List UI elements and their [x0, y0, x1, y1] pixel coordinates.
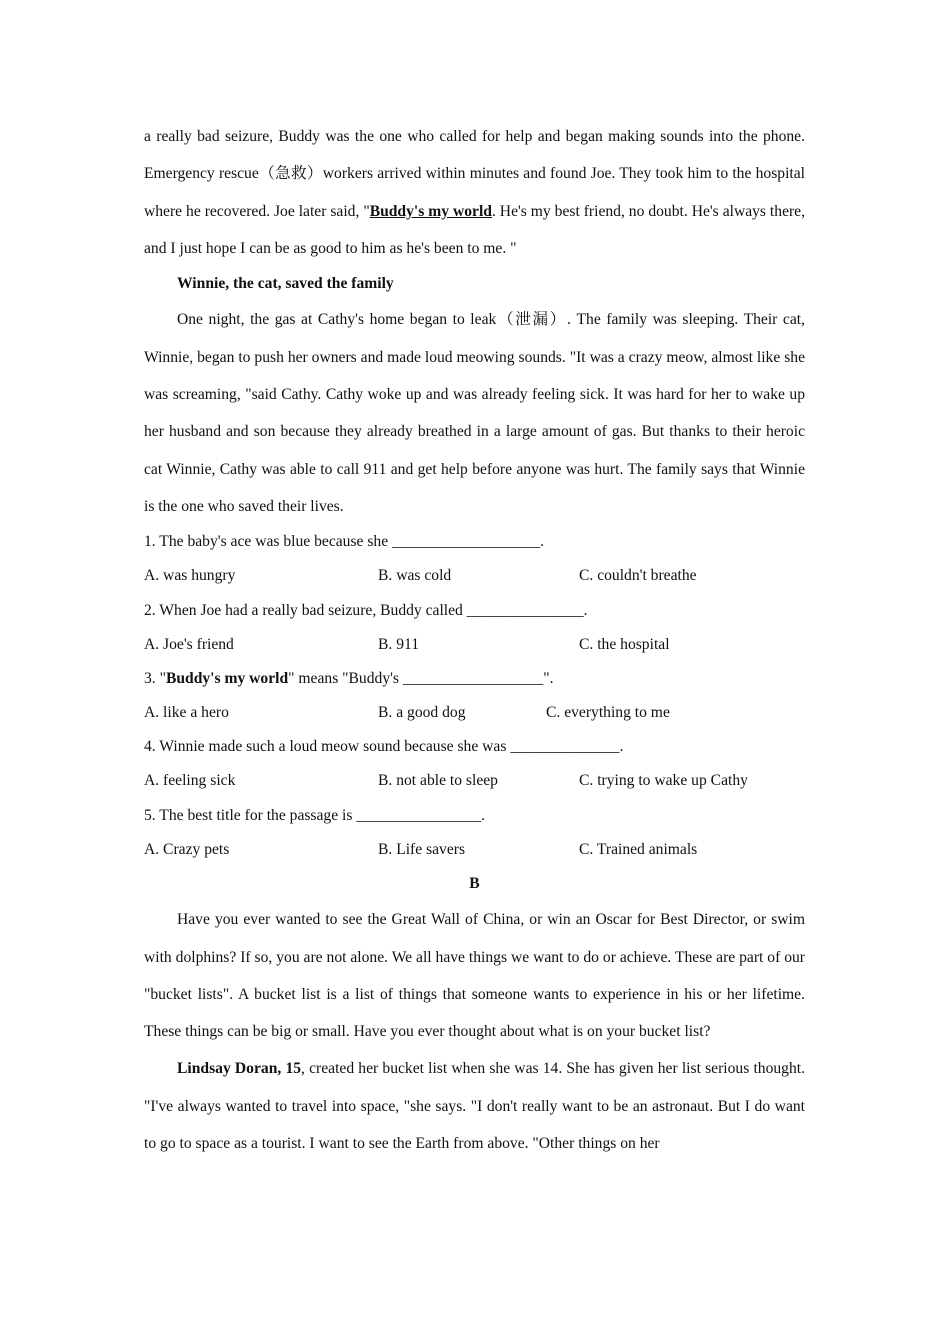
text-run: a really bad seizure, Buddy was the one who called for help and began making sounds into the phone. Emergency rescue（急救）workers arrived within minutes and found Joe. They took him to the hospital where he recovered. Joe later said, " — [144, 128, 805, 220]
option-b: B. a good dog — [378, 704, 466, 722]
question-1-options — [144, 559, 805, 593]
bold-phrase: Lindsay Doran, 15 — [177, 1060, 302, 1078]
paragraph-buddy-continued — [144, 118, 805, 267]
text-run: 3. " — [144, 669, 166, 687]
question-4-stem: 4. Winnie made such a loud meow sound because she was ______________. — [144, 738, 624, 756]
paragraph-lindsay — [144, 1050, 805, 1162]
option-a: A. was hungry — [144, 567, 236, 585]
question-5-stem: 5. The best title for the passage is ________________. — [144, 806, 485, 824]
text-run: " means "Buddy's __________________". — [288, 669, 554, 687]
question-3-options — [144, 696, 805, 730]
question-1-stem: 1. The baby's ace was blue because she ___________________. — [144, 533, 545, 551]
question-3-stem — [144, 662, 805, 696]
paragraph-winnie: One night, the gas at Cathy's home began to leak（泄漏）. The family was sleeping. Their cat, Winnie, began to push her owners and made loud meowing sounds. "It was a crazy meow, almost like she was screaming, "said Cathy. Cathy woke up and was already feeling sick. It was hard for her to wake up her husband and son because they already breathed in a large amount of gas. But thanks to their heroic cat Winnie, Cathy was able to call 911 and get help before anyone was hurt. The family says that Winnie is the one who saved their lives. — [144, 311, 805, 515]
option-b: B. not able to sleep — [378, 772, 498, 790]
question-4-options — [144, 764, 805, 798]
bold-underlined-phrase: Buddy's my world — [369, 202, 492, 220]
option-b: B. Life savers — [378, 840, 466, 858]
question-2-options — [144, 628, 805, 662]
paragraph-bucket-list: Have you ever wanted to see the Great Wall of China, or win an Oscar for Best Director, or swim with dolphins? If so, you are not alone. We all have things we want to do or achieve. These are part of our "bucket lists". A bucket list is a list of things that someone wants to experience in his or her lifetime. These things can be big or small. Have you ever thought about what is on your bucket list? — [144, 911, 805, 1041]
text-run: . He's my best friend, no doubt. He's always there, and I just hope I can be as good to him as he's been to me. " — [144, 202, 806, 257]
option-a: A. Crazy pets — [144, 840, 230, 858]
option-c: C. everything to me — [546, 704, 670, 722]
option-a: A. feeling sick — [144, 772, 236, 790]
option-b: B. 911 — [378, 635, 420, 653]
option-b: B. was cold — [378, 567, 452, 585]
option-c: C. couldn't breathe — [579, 567, 697, 585]
option-c: C. trying to wake up Cathy — [579, 772, 748, 790]
document-page — [144, 118, 805, 1162]
option-c: C. the hospital — [579, 635, 670, 653]
question-5-options — [144, 833, 805, 867]
bold-phrase: Buddy's my world — [165, 669, 289, 687]
section-heading-b: B — [469, 875, 480, 893]
option-a: A. Joe's friend — [144, 635, 234, 653]
option-a: A. like a hero — [144, 704, 229, 722]
option-c: C. Trained animals — [579, 840, 698, 858]
question-2-stem: 2. When Joe had a really bad seizure, Buddy called _______________. — [144, 601, 588, 619]
section-heading-winnie: Winnie, the cat, saved the family — [177, 275, 394, 293]
text-run: , created her bucket list when she was 14. She has given her list serious thought. "I've always wanted to travel into space, "she says. "I don't really want to be an astronaut. But I do want to go to space as a tourist. I want to see the Earth from above. "Other things on her — [144, 1060, 805, 1153]
